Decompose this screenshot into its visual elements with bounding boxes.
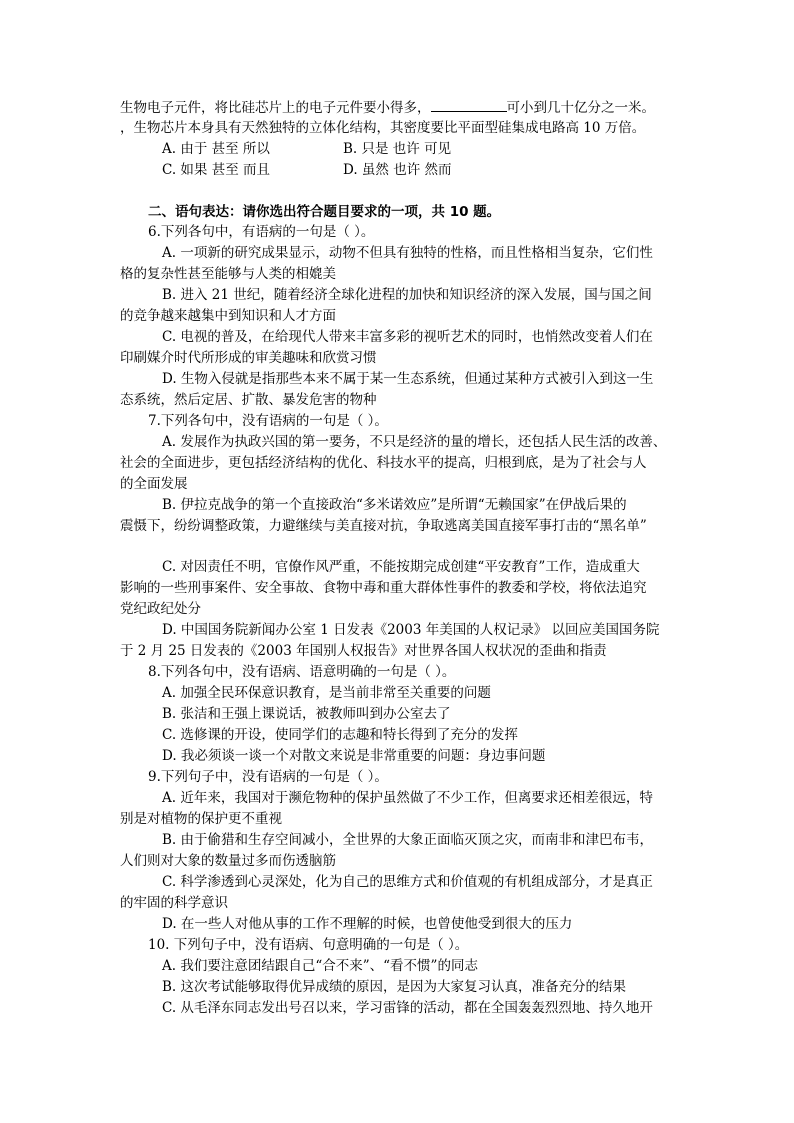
section-2-heading: 二、语句表达：请你选出符合题目要求的一项，共 10 题。 [148,204,501,220]
q9-option-a-line-2: 别是对植物的保护更不重视 [120,811,282,827]
q7-option-d-line-2: 于 2 月 25 日发表的《2003 年国别人权报告》对世界各国人权状况的歪曲和指责 [120,643,607,659]
q5-line-2: ，生物芯片本身具有天然独特的立体化结构，其密度要比平面型硅集成电路高 10 万倍。 [120,120,646,136]
q8-option-d: D. 我必须谈一谈一个对散文来说是非常重要的问题：身边事问题 [162,748,546,764]
q6-option-b-line-2: 的竞争越来越集中到知识和人才方面 [120,308,336,324]
q6-option-a-line-2: 格的复杂性甚至能够与人类的相媲美 [120,266,336,282]
q6-stem: 6.下列各句中，有语病的一句是（ ）。 [148,224,375,240]
q5-option-d: D. 虽然 也许 然而 [343,162,452,178]
q6-option-d-line-1: D. 生物入侵就是指那些本来不属于某一生态系统，但通过某种方式被引入到这一生 [162,371,654,387]
q9-option-d: D. 在一些人对他从事的工作不理解的时候，也曾使他受到很大的压力 [162,916,573,932]
q9-option-a-line-1: A. 近年来，我国对于濒危物种的保护虽然做了不少工作，但离要求还相差很远，特 [162,790,653,806]
q6-option-d-line-2: 态系统，然后定居、扩散、暴发危害的物种 [120,392,377,408]
q6-option-c-line-1: C. 电视的普及，在给现代人带来丰富多彩的视听艺术的同时，也悄然改变着人们在 [162,329,653,345]
q6-option-a-line-1: A. 一项新的研究成果显示，动物不但具有独特的性格，而且性格相当复杂，它们性 [162,245,653,261]
q9-option-c-line-2: 的牢固的科学意识 [120,895,228,911]
q10-option-b: B. 这次考试能够取得优异成绩的原因，是因为大家复习认真，准备充分的结果 [162,979,627,995]
q5-line-1-text-a: 生物电子元件，将比硅芯片上的电子元件要小得多， [120,100,431,116]
q5-line-1 [120,97,655,118]
q10-stem: 10. 下列句子中，没有语病、句意明确的一句是（ ）。 [148,937,469,953]
q7-option-b-line-1: B. 伊拉克战争的第一个直接政治“多米诺效应”是所谓“无赖国家”在伊战后果的 [162,497,627,513]
q5-line-1-text-b: 可小到几十亿分之一米。 [506,100,655,116]
q9-option-c-line-1: C. 科学渗透到心灵深处，化为自己的思维方式和价值观的有机组成部分，才是真正 [162,874,653,890]
q6-option-b-line-1: B. 进入 21 世纪，随着经济全球化进程的加快和知识经济的深入发展，国与国之间 [162,287,652,303]
q7-stem: 7.下列各句中，没有语病的一句是（ ）。 [148,413,388,429]
q5-option-c: C. 如果 甚至 而且 [162,162,271,178]
q7-option-c-line-2: 影响的一些刑事案件、安全事故、食物中毒和重大群体性事件的教委和学校，将依法追究 [120,580,647,596]
q7-option-a-line-2: 社会的全面进步，更包括经济结构的优化、科技水平的提高，归根到底，是为了社会与人 [120,455,647,471]
q5-option-a: A. 由于 甚至 所以 [162,141,270,157]
q8-stem: 8.下列各句中，没有语病、语意明确的一句是（ ）。 [148,664,456,680]
q8-option-a: A. 加强全民环保意识教育，是当前非常至关重要的问题 [162,685,491,701]
q6-option-c-line-2: 印刷媒介时代所形成的审美趣味和欣赏习惯 [120,350,377,366]
q8-option-c: C. 选修课的开设，使同学们的志趣和特长得到了充分的发挥 [162,727,518,743]
q7-option-a-line-1: A. 发展作为执政兴国的第一要务，不只是经济的量的增长，还包括人民生活的改善、 [162,434,667,450]
q7-option-c-line-1: C. 对因责任不明，官僚作风严重，不能按期完成创建“平安教育”工作，造成重大 [162,559,640,575]
q9-stem: 9.下列句子中，没有语病的一句是（ ）。 [148,769,388,785]
fill-in-blank [431,97,507,112]
q7-option-c-line-3: 党纪政纪处分 [120,601,201,617]
q7-option-d-line-1: D. 中国国务院新闻办公室 1 日发表《2003 年美国的人权记录》 以回应美国国务院 [162,622,660,638]
q7-option-a-line-3: 的全面发展 [120,476,188,492]
q10-option-c: C. 从毛泽东同志发出号召以来，学习雷锋的活动，都在全国轰轰烈烈地、持久地开 [162,1000,653,1016]
q8-option-b: B. 张洁和王强上课说话，被教师叫到办公室去了 [162,706,451,722]
q9-option-b-line-2: 人们则对大象的数量过多而伤透脑筋 [120,853,336,869]
q7-option-b-line-2: 震慑下，纷纷调整政策，力避继续与美直接对抗，争取逃离美国直接军事打击的“黑名单” [120,518,647,534]
q10-option-a: A. 我们要注意团结跟自己“合不来”、“看不惯”的同志 [162,958,478,974]
q5-option-b: B. 只是 也许 可见 [343,141,452,157]
q9-option-b-line-1: B. 由于偷猎和生存空间减小，全世界的大象正面临灭顶之灾，而南非和津巴布韦， [162,832,654,848]
